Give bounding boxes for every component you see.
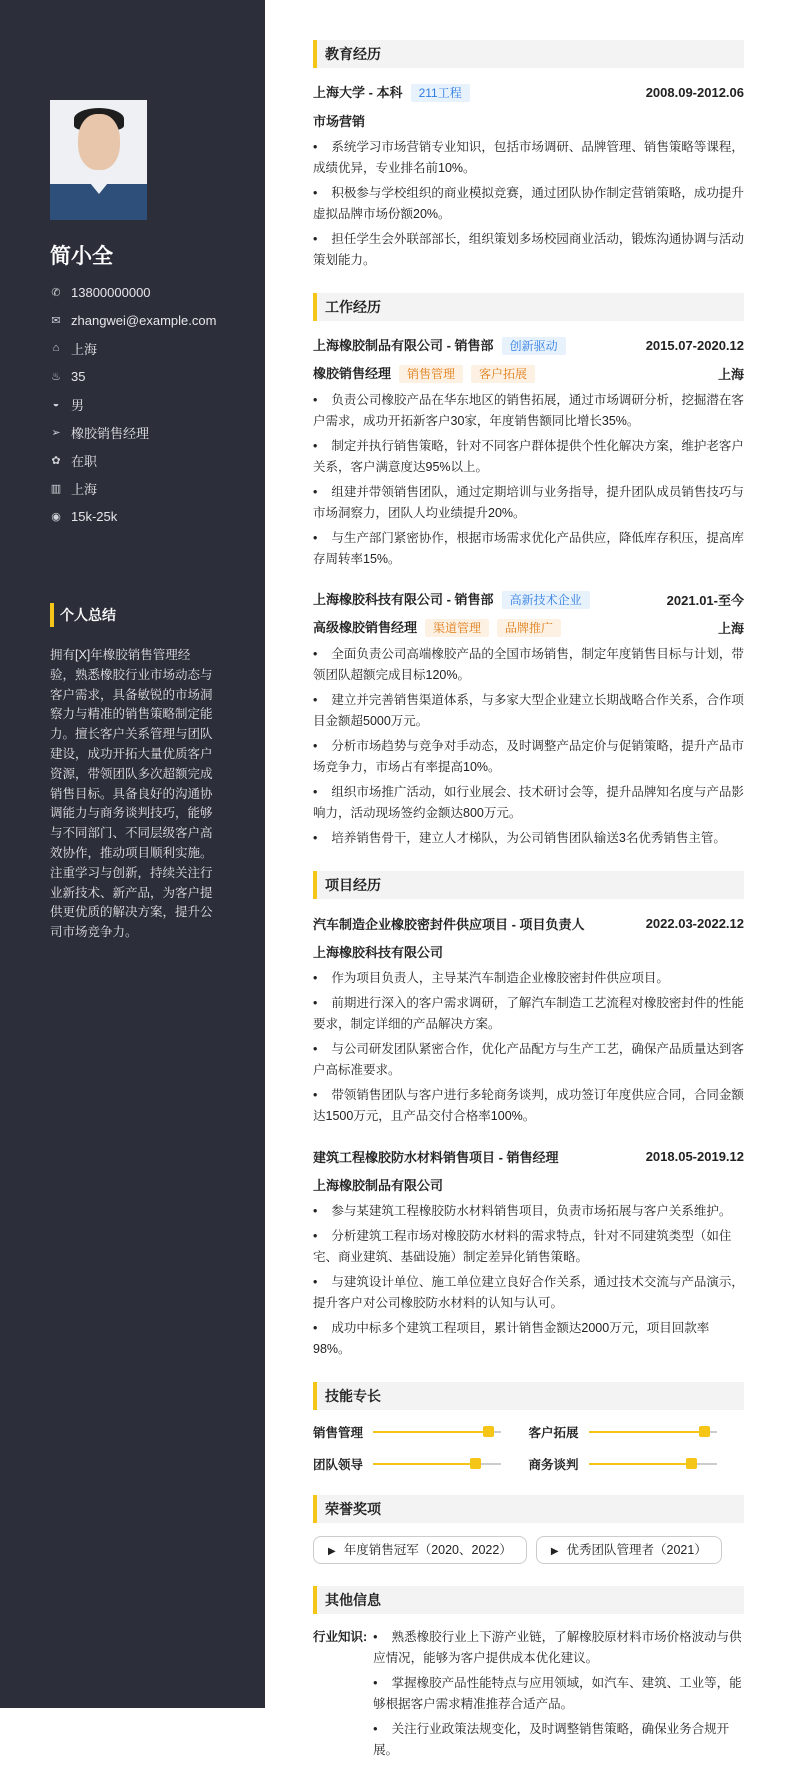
bullet-item: • 熟悉橡胶行业上下游产业链，了解橡胶原材料市场价格波动与供应情况，能够为客户提供成本优化建议。: [373, 1627, 744, 1669]
bullet-item: • 培养销售骨干，建立人才梯队，为公司销售团队输送3名优秀销售主管。: [313, 828, 744, 849]
skill-level-thumb: [483, 1426, 494, 1437]
company: 上海橡胶制品有限公司 - 销售部: [313, 338, 494, 353]
school: 上海大学 - 本科: [313, 85, 403, 100]
major: 市场营销: [313, 113, 366, 129]
other-section: [313, 1586, 744, 1765]
skill-level-thumb: [470, 1458, 481, 1469]
info-row: [50, 362, 216, 390]
info-text: 上海: [71, 341, 98, 357]
skill-item: [529, 1423, 745, 1441]
job-city: 上海: [717, 366, 744, 382]
info-row: [50, 418, 216, 446]
bullet-item: • 组建并带领销售团队，通过定期培训与业务指导，提升团队成员销售技巧与市场洞察力，团队人均业绩提升20%。: [313, 482, 744, 524]
info-row: [50, 306, 216, 334]
summary-title: 个人总结: [50, 603, 116, 627]
main-content: [313, 40, 744, 1765]
info-text: zhangwei@example.com: [71, 312, 217, 328]
job-role: 橡胶销售经理: [313, 366, 392, 381]
section-title: 其他信息: [313, 1586, 744, 1614]
info-row: [50, 474, 216, 502]
info-row: [50, 278, 216, 306]
section-title: 技能专长: [313, 1382, 744, 1410]
skill-level-thumb: [699, 1426, 710, 1437]
info-text: 橡胶销售经理: [71, 425, 150, 441]
gender-icon: ◒: [52, 398, 60, 410]
info-text: 上海: [71, 481, 98, 497]
school-tag: 211工程: [411, 84, 470, 102]
send-icon: ➢: [51, 426, 61, 439]
award-item[interactable]: [313, 1536, 527, 1564]
job-date: 2021.01-至今: [666, 592, 744, 608]
awards-section: [313, 1495, 744, 1564]
skill-tag: 销售管理: [399, 365, 463, 383]
skill-level-bar: [589, 1431, 717, 1433]
info-row: [50, 446, 216, 474]
bullet-item: • 组织市场推广活动，如行业展会、技术研讨会等，提升品牌知名度与产品影响力，活动现场签约金额达800万元。: [313, 782, 744, 824]
bullet-item: • 分析建筑工程市场对橡胶防水材料的需求特点，针对不同建筑类型（如住宅、商业建筑、基础设施）制定差异化销售策略。: [313, 1226, 744, 1268]
info-text: 在职: [71, 453, 98, 469]
bullet-item: • 与公司研发团队紧密合作，优化产品配方与生产工艺，确保产品质量达到客户高标准要求。: [313, 1039, 744, 1081]
edu-date: 2008.09-2012.06: [645, 84, 744, 100]
skill-name: 商务谈判: [528, 1458, 579, 1472]
money-icon: ◉: [51, 510, 61, 523]
skill-item: [313, 1455, 529, 1473]
award-text: 优秀团队管理者（2021）: [566, 1543, 707, 1557]
sidebar: [0, 0, 265, 1708]
bullet-item: • 参与某建筑工程橡胶防水材料销售项目，负责市场拓展与客户关系维护。: [313, 1201, 744, 1222]
section-title: 项目经历: [313, 871, 744, 899]
bullet-item: • 成功中标多个建筑工程项目，累计销售金额达2000万元，项目回款率98%。: [313, 1318, 744, 1360]
home-icon: ⌂: [52, 342, 60, 354]
bullet-item: • 带领销售团队与客户进行多轮商务谈判，成功签订年度供应合同，合同金额达1500万元，且产品交付合格率100%。: [313, 1085, 744, 1127]
skill-name: 客户拓展: [528, 1426, 579, 1440]
cake-icon: ♨: [51, 370, 61, 383]
company-tag: 高新技术企业: [502, 591, 590, 609]
section-title: 荣誉奖项: [313, 1495, 744, 1523]
job-entry: [313, 334, 744, 570]
triangle-right-icon: ▶: [550, 1546, 559, 1557]
education-section: [313, 40, 744, 271]
award-item[interactable]: [536, 1536, 722, 1564]
bullet-item: • 全面负责公司高端橡胶产品的全国市场销售，制定年度销售目标与计划，带领团队超额完成目标120%。: [313, 644, 744, 686]
bullet-item: • 作为项目负责人，主导某汽车制造企业橡胶密封件供应项目。: [313, 968, 744, 989]
project-entry: [313, 912, 744, 1127]
skill-name: 销售管理: [313, 1426, 364, 1440]
bullet-item: • 担任学生会外联部部长，组织策划多场校园商业活动，锻炼沟通协调与活动策划能力。: [313, 229, 744, 271]
phone-icon: ✆: [51, 286, 61, 299]
summary-text: 拥有[X]年橡胶销售管理经验，熟悉橡胶行业市场动态与客户需求，具备敏锐的市场洞察力与精准的销售策略制定能力。擅长客户关系管理与团队建设，成功开拓大量优质客户资源，带领团队多次超额完成销售目标。具备良好的沟通协调能力与商务谈判技巧，能够与不同部门、不同层级客户高效协作，推动项目顺利实施。注重学习与创新，持续关注行业新技术、新产品，为客户提供更优质的解决方案，提升公司市场竞争力。: [50, 648, 213, 940]
bullet-item: • 分析市场趋势与竞争对手动态，及时调整产品定价与促销策略，提升产品市场竞争力，市场占有率提高10%。: [313, 736, 744, 778]
project-name: 建筑工程橡胶防水材料销售项目 - 销售经理: [313, 1149, 559, 1165]
building-icon: ▥: [50, 482, 62, 495]
award-text: 年度销售冠军（2020、2022）: [343, 1543, 512, 1557]
skill-level-bar: [373, 1431, 501, 1433]
skill-item: [529, 1455, 745, 1473]
project-entry: [313, 1145, 744, 1360]
job-date: 2015.07-2020.12: [645, 337, 744, 353]
skill-name: 团队领导: [313, 1458, 364, 1472]
company-tag: 创新驱动: [502, 337, 566, 355]
work-section: [313, 293, 744, 849]
project-org: 上海橡胶制品有限公司: [313, 1177, 444, 1193]
job-entry: [313, 588, 744, 849]
info-text: 男: [71, 397, 85, 413]
bullet-item: • 负责公司橡胶产品在华东地区的销售拓展，通过市场调研分析，挖掘潜在客户需求，成功开拓新客户30家，年度销售额同比增长35%。: [313, 390, 744, 432]
info-text: 13800000000: [71, 284, 151, 300]
status-icon: ✿: [51, 454, 61, 467]
skills-section: [313, 1382, 744, 1473]
project-org: 上海橡胶科技有限公司: [313, 944, 444, 960]
candidate-name: 简小全: [50, 245, 113, 268]
info-row: [50, 502, 216, 530]
bullet-item: • 与建筑设计单位、施工单位建立良好合作关系，通过技术交流与产品演示，提升客户对公司橡胶防水材料的认知与认可。: [313, 1272, 744, 1314]
project-date: 2022.03-2022.12: [645, 915, 744, 931]
project-date: 2018.05-2019.12: [645, 1148, 744, 1164]
skill-level-thumb: [686, 1458, 697, 1469]
mail-icon: ✉: [51, 314, 61, 327]
info-row: [50, 334, 216, 362]
projects-section: [313, 871, 744, 1360]
bullet-item: • 前期进行深入的客户需求调研，了解汽车制造工艺流程对橡胶密封件的性能要求，制定详细的产品解决方案。: [313, 993, 744, 1035]
bullet-item: • 制定并执行销售策略，针对不同客户群体提供个性化解决方案，维护老客户关系，客户满意度达95%以上。: [313, 436, 744, 478]
skill-item: [313, 1423, 529, 1441]
project-name: 汽车制造企业橡胶密封件供应项目 - 项目负责人: [313, 916, 585, 932]
info-text: 15k-25k: [71, 508, 118, 524]
skill-tag: 客户拓展: [471, 365, 535, 383]
avatar-photo: [50, 100, 147, 220]
job-role: 高级橡胶销售经理: [313, 620, 418, 635]
skill-tag: 渠道管理: [425, 619, 489, 637]
bullet-item: • 与生产部门紧密协作，根据市场需求优化产品供应，降低库存积压，提高库存周转率15%。: [313, 528, 744, 570]
skill-level-bar: [373, 1463, 501, 1465]
bullet-item: • 关注行业政策法规变化，及时调整销售策略，确保业务合规开展。: [373, 1719, 744, 1761]
job-city: 上海: [717, 620, 744, 636]
skill-level-bar: [589, 1463, 717, 1465]
bullet-item: • 积极参与学校组织的商业模拟竞赛，通过团队协作制定营销策略，成功提升虚拟品牌市场份额20%。: [313, 183, 744, 225]
bullet-item: • 掌握橡胶产品性能特点与应用领域，如汽车、建筑、工业等，能够根据客户需求精准推荐合适产品。: [373, 1673, 744, 1715]
company: 上海橡胶科技有限公司 - 销售部: [313, 592, 494, 607]
info-text: 35: [71, 368, 86, 384]
info-row: [50, 390, 216, 418]
bullet-item: • 建立并完善销售渠道体系，与多家大型企业建立长期战略合作关系，合作项目金额超5000万元。: [313, 690, 744, 732]
other-label: 行业知识:: [313, 1630, 368, 1644]
section-title: 工作经历: [313, 293, 744, 321]
bullet-item: • 系统学习市场营销专业知识，包括市场调研、品牌管理、销售策略等课程，成绩优异，专业排名前10%。: [313, 137, 744, 179]
triangle-right-icon: ▶: [328, 1546, 336, 1557]
section-title: 教育经历: [313, 40, 744, 68]
skill-tag: 品牌推广: [497, 619, 561, 637]
contact-info: [50, 278, 216, 530]
